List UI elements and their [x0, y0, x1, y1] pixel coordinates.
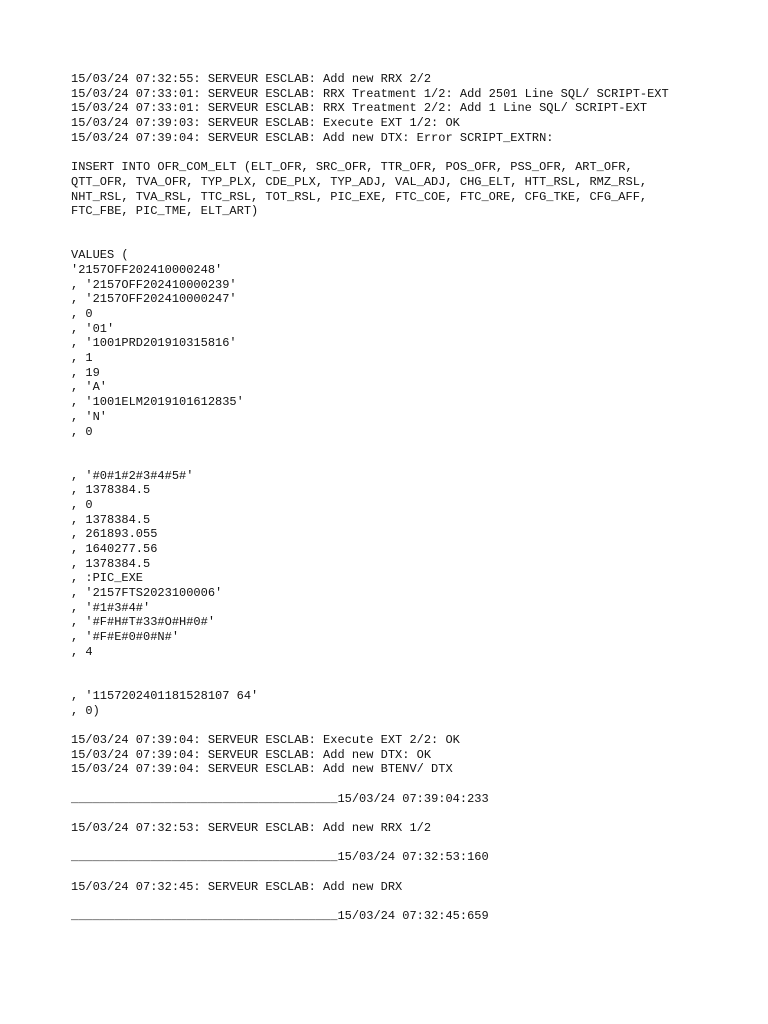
sql-insert-statement — [71, 160, 728, 219]
sql-value-line: VALUES ( — [71, 248, 129, 263]
separator-rule: _____________________________________ — [71, 850, 338, 865]
sql-value-line: '2157OFF202410000248' — [71, 262, 223, 277]
sql-value-line: , 0) — [71, 703, 100, 718]
log-line: 15/03/24 07:32:45: SERVEUR ESCLAB: Add new DRX — [71, 879, 403, 894]
sql-value-line: , 1378384.5 — [71, 512, 151, 527]
sql-value-line: , '#F#H#T#33#O#H#0#' — [71, 615, 216, 630]
sql-value-line: , 'A' — [71, 380, 108, 395]
sql-line: INSERT INTO OFR_COM_ELT (ELT_OFR, SRC_OFR, TTR_OFR, POS_OFR, PSS_OFR, ART_OFR, — [71, 160, 633, 175]
sql-value-line: , '2157FTS2023100006' — [71, 586, 223, 601]
sql-value-line: , 4 — [71, 644, 93, 659]
sql-value-line: , '2157OFF202410000239' — [71, 277, 237, 292]
sql-value-line: , 0 — [71, 424, 93, 439]
log-line: 15/03/24 07:39:04: SERVEUR ESCLAB: Add new DTX: Error SCRIPT_EXTRN: — [71, 130, 554, 145]
log-line: 15/03/24 07:39:04: SERVEUR ESCLAB: Add new DTX: OK — [71, 747, 432, 762]
log-line: 15/03/24 07:39:04: SERVEUR ESCLAB: Add new BTENV/ DTX — [71, 762, 453, 777]
sql-line: QTT_OFR, TVA_OFR, TYP_PLX, CDE_PLX, TYP_ADJ, VAL_ADJ, CHG_ELT, HTT_RSL, RMZ_RSL, — [71, 174, 648, 189]
sql-value-line: , '#F#E#0#0#N#' — [71, 630, 180, 645]
sql-value-line: , '#0#1#2#3#4#5#' — [71, 468, 194, 483]
separator-line-3 — [71, 909, 728, 924]
separator-timestamp: 15/03/24 07:32:53:160 — [337, 850, 489, 865]
log-footer — [71, 733, 728, 777]
sql-value-line: , '1001PRD201910315816' — [71, 336, 237, 351]
sql-line: FTC_FBE, PIC_TME, ELT_ART) — [71, 204, 259, 219]
separator-timestamp: 15/03/24 07:39:04:233 — [337, 791, 489, 806]
sql-value-line: , :PIC_EXE — [71, 571, 144, 586]
sql-line: NHT_RSL, TVA_RSL, TTC_RSL, TOT_RSL, PIC_EXE, FTC_COE, FTC_ORE, CFG_TKE, CFG_AFF, — [71, 189, 648, 204]
sql-values-block-3 — [71, 689, 728, 718]
log-line: 15/03/24 07:39:04: SERVEUR ESCLAB: Execute EXT 2/2: OK — [71, 732, 460, 747]
log-line: 15/03/24 07:33:01: SERVEUR ESCLAB: RRX Treatment 1/2: Add 2501 Line SQL/ SCRIPT-EXT — [71, 86, 669, 101]
log-line: 15/03/24 07:32:53: SERVEUR ESCLAB: Add new RRX 1/2 — [71, 821, 432, 836]
separator-rule: _____________________________________ — [71, 909, 338, 924]
sql-values-block-1 — [71, 248, 728, 439]
sql-value-line: , 'N' — [71, 409, 108, 424]
separator-timestamp: 15/03/24 07:32:45:659 — [337, 909, 489, 924]
separator-line-2 — [71, 850, 728, 865]
log-header — [71, 72, 728, 145]
log-line: 15/03/24 07:33:01: SERVEUR ESCLAB: RRX Treatment 2/2: Add 1 Line SQL/ SCRIPT-EXT — [71, 101, 648, 116]
sql-value-line: , '#1#3#4#' — [71, 600, 151, 615]
sql-value-line: , 261893.055 — [71, 527, 158, 542]
sql-value-line: , 1378384.5 — [71, 556, 151, 571]
sql-value-line: , '1157202401181528107 64' — [71, 688, 259, 703]
log-line: 15/03/24 07:39:03: SERVEUR ESCLAB: Execute EXT 1/2: OK — [71, 116, 460, 131]
sql-value-line: , '1001ELM2019101612835' — [71, 395, 244, 410]
sql-value-line: , '2157OFF202410000247' — [71, 292, 237, 307]
sql-value-line: , 1640277.56 — [71, 542, 158, 557]
sql-value-line: , 1378384.5 — [71, 483, 151, 498]
separator-rule: _____________________________________ — [71, 791, 338, 806]
sql-value-line: , '01' — [71, 321, 115, 336]
sql-value-line: , 0 — [71, 497, 93, 512]
sql-value-line: , 19 — [71, 365, 100, 380]
sql-values-block-2 — [71, 469, 728, 660]
separator-line-1 — [71, 792, 728, 807]
log-line: 15/03/24 07:32:55: SERVEUR ESCLAB: Add new RRX 2/2 — [71, 72, 432, 86]
sql-value-line: , 1 — [71, 351, 93, 366]
sql-value-line: , 0 — [71, 307, 93, 322]
